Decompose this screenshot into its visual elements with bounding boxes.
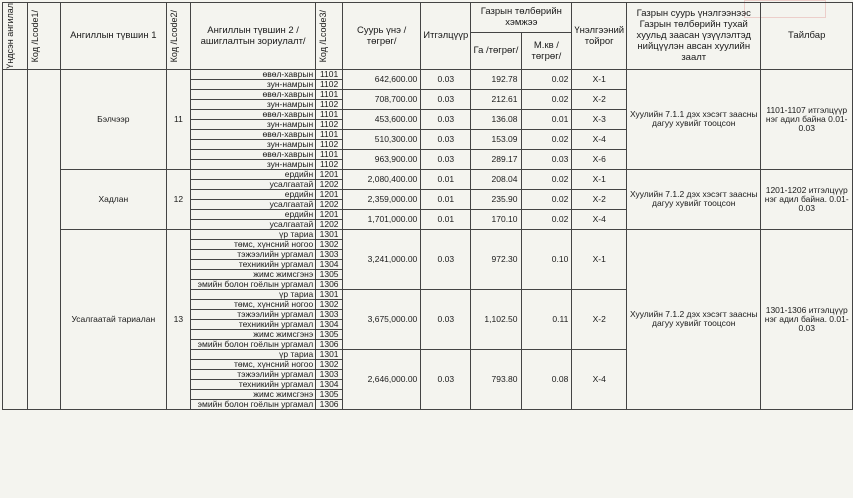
- coefficient: 0.03: [421, 229, 471, 289]
- level2-code: 1306: [316, 279, 343, 289]
- level2-code: 1101: [316, 69, 343, 79]
- coefficient: 0.03: [421, 109, 471, 129]
- level2-code: 1303: [316, 309, 343, 319]
- base-price: 2,359,000.00: [342, 189, 420, 209]
- level2-code: 1305: [316, 329, 343, 339]
- base-price: 708,700.00: [342, 89, 420, 109]
- remark: 1201-1202 итгэлцүүр нэг адил байна. 0.01-0.03: [761, 169, 853, 229]
- level2-name: өвөл-хаврын: [191, 129, 316, 139]
- level1-name: Бэлчээр: [60, 69, 166, 169]
- level2-name: ердийн: [191, 209, 316, 219]
- level2-name: эмийн болон гоёлын ургамал: [191, 339, 316, 349]
- level2-code: 1101: [316, 129, 343, 139]
- base-price: 1,701,000.00: [342, 209, 420, 229]
- level2-code: 1201: [316, 169, 343, 179]
- level2-name: өвөл-хаврын: [191, 109, 316, 119]
- fee-m2: 0.02: [521, 69, 572, 89]
- coefficient: 0.01: [421, 189, 471, 209]
- fee-m2: 0.02: [521, 89, 572, 109]
- base-price: 453,600.00: [342, 109, 420, 129]
- level2-code: 1303: [316, 249, 343, 259]
- table-row: [3, 169, 853, 179]
- level1-code: 13: [166, 229, 190, 409]
- fee-ha: 289.17: [471, 149, 521, 169]
- fee-ha: 212.61: [471, 89, 521, 109]
- header-fee: Газрын төлбөрийн хэмжээ: [471, 3, 572, 33]
- fee-ha: 170.10: [471, 209, 521, 229]
- level1-code: 11: [166, 69, 190, 169]
- fee-ha: 208.04: [471, 169, 521, 189]
- zone: Х-2: [572, 189, 627, 209]
- level2-code: 1303: [316, 369, 343, 379]
- header-level2: Ангиллын түвшин 2 /ашиглалтын зориулалт/: [191, 3, 316, 70]
- level2-name: зун-намрын: [191, 79, 316, 89]
- fee-m2: 0.08: [521, 349, 572, 409]
- level2-code: 1202: [316, 179, 343, 189]
- coefficient: 0.01: [421, 209, 471, 229]
- fee-ha: 1,102.50: [471, 289, 521, 349]
- base-price: 510,300.00: [342, 129, 420, 149]
- base-price: 642,600.00: [342, 69, 420, 89]
- fee-ha: 153.09: [471, 129, 521, 149]
- level2-name: жимс жимсгэнэ: [191, 389, 316, 399]
- level2-code: 1201: [316, 189, 343, 199]
- level2-name: усалгаатай: [191, 199, 316, 209]
- remark: 1301-1306 итгэлцүүр нэг адил байна. 0.01-0.03: [761, 229, 853, 409]
- fee-ha: 192.78: [471, 69, 521, 89]
- level2-code: 1302: [316, 239, 343, 249]
- coefficient: 0.03: [421, 149, 471, 169]
- zone: Х-4: [572, 129, 627, 149]
- level2-name: өвөл-хаврын: [191, 89, 316, 99]
- level2-code: 1302: [316, 299, 343, 309]
- fee-m2: 0.01: [521, 109, 572, 129]
- level2-name: зун-намрын: [191, 139, 316, 149]
- level2-name: үр тариа: [191, 289, 316, 299]
- level2-name: төмс, хүнсний ногоо: [191, 359, 316, 369]
- fee-m2: 0.02: [521, 209, 572, 229]
- zone: Х-1: [572, 169, 627, 189]
- header-coefficient: Итгэлцүүр: [421, 3, 471, 70]
- level2-name: үр тариа: [191, 349, 316, 359]
- zone: Х-6: [572, 149, 627, 169]
- fee-m2: 0.03: [521, 149, 572, 169]
- header-zone: Үнэлгээний тойрог: [572, 3, 627, 70]
- fee-m2: 0.02: [521, 129, 572, 149]
- zone: Х-4: [572, 209, 627, 229]
- level2-code: 1101: [316, 89, 343, 99]
- level2-code: 1101: [316, 149, 343, 159]
- level2-name: зун-намрын: [191, 159, 316, 169]
- law-reference: Хуулийн 7.1.2 дэх хэсэгт заасны дагуу хувийг тооцсон: [627, 229, 761, 409]
- level1-code: 12: [166, 169, 190, 229]
- zone: Х-1: [572, 229, 627, 289]
- level2-name: жимс жимсгэнэ: [191, 269, 316, 279]
- table-body: [3, 69, 853, 409]
- header-lcode1: Код /Lcode1/: [28, 3, 61, 70]
- level2-name: техникийн ургамал: [191, 259, 316, 269]
- header-base-price: Суурь үнэ /төгрөг/: [342, 3, 420, 70]
- fee-m2: 0.02: [521, 189, 572, 209]
- fee-m2: 0.10: [521, 229, 572, 289]
- header-main-class: Үндсэн ангилал: [3, 3, 28, 70]
- level2-name: төмс, хүнсний ногоо: [191, 299, 316, 309]
- fee-ha: 793.80: [471, 349, 521, 409]
- level2-name: тэжээлийн ургамал: [191, 249, 316, 259]
- fee-ha: 136.08: [471, 109, 521, 129]
- header-note: Тайлбар: [761, 3, 853, 70]
- base-price: 3,675,000.00: [342, 289, 420, 349]
- header-lcode2: Код /Lcode2/: [166, 3, 190, 70]
- level2-name: өвөл-хаврын: [191, 69, 316, 79]
- level2-name: усалгаатай: [191, 219, 316, 229]
- law-reference: Хуулийн 7.1.1 дэх хэсэгт заасны дагуу хувийг тооцсон: [627, 69, 761, 169]
- table-row: [3, 229, 853, 239]
- level2-code: 1202: [316, 219, 343, 229]
- level2-name: техникийн ургамал: [191, 319, 316, 329]
- level2-code: 1306: [316, 399, 343, 409]
- remark: 1101-1107 итгэлцүүр нэг адил байна 0.01-0.03: [761, 69, 853, 169]
- coefficient: 0.03: [421, 349, 471, 409]
- base-price: 3,241,000.00: [342, 229, 420, 289]
- fee-ha: 235.90: [471, 189, 521, 209]
- fee-ha: 972.30: [471, 229, 521, 289]
- level2-name: жимс жимсгэнэ: [191, 329, 316, 339]
- coefficient: 0.03: [421, 89, 471, 109]
- header-law: Газрын суурь үнэлгээнээс Газрын төлбөрийн тухай хуульд заасан үзүүлэлтэд нийцүүлэн авсан хуулийн заалт: [627, 3, 761, 70]
- level2-code: 1301: [316, 289, 343, 299]
- level2-name: техникийн ургамал: [191, 379, 316, 389]
- level2-name: тэжээлийн ургамал: [191, 369, 316, 379]
- coefficient: 0.03: [421, 129, 471, 149]
- zone: Х-2: [572, 89, 627, 109]
- level2-code: 1202: [316, 199, 343, 209]
- level2-code: 1102: [316, 119, 343, 129]
- base-price: 2,080,400.00: [342, 169, 420, 189]
- level2-code: 1102: [316, 139, 343, 149]
- level2-code: 1102: [316, 79, 343, 89]
- level2-name: ердийн: [191, 169, 316, 179]
- level2-code: 1306: [316, 339, 343, 349]
- main-class-cell: [3, 69, 28, 409]
- level2-code: 1102: [316, 159, 343, 169]
- header-level1: Ангиллын түвшин 1: [60, 3, 166, 70]
- zone: Х-2: [572, 289, 627, 349]
- level2-name: зун-намрын: [191, 119, 316, 129]
- lcode1-cell: [28, 69, 61, 409]
- level2-code: 1304: [316, 259, 343, 269]
- law-reference: Хуулийн 7.1.2 дэх хэсэгт заасны дагуу хувийг тооцсон: [627, 169, 761, 229]
- land-fee-table: [2, 2, 853, 410]
- level2-name: тэжээлийн ургамал: [191, 309, 316, 319]
- base-price: 2,646,000.00: [342, 349, 420, 409]
- level2-code: 1304: [316, 319, 343, 329]
- level2-name: өвөл-хаврын: [191, 149, 316, 159]
- level1-name: Хадлан: [60, 169, 166, 229]
- level2-code: 1301: [316, 229, 343, 239]
- table-row: [3, 69, 853, 79]
- level2-name: эмийн болон гоёлын ургамал: [191, 399, 316, 409]
- header-fee-ha: Га /төгрөг/: [471, 32, 521, 69]
- level2-code: 1101: [316, 109, 343, 119]
- level1-name: Усалгаатай тариалан: [60, 229, 166, 409]
- level2-code: 1102: [316, 99, 343, 109]
- fee-m2: 0.02: [521, 169, 572, 189]
- level2-code: 1201: [316, 209, 343, 219]
- coefficient: 0.01: [421, 169, 471, 189]
- level2-code: 1305: [316, 269, 343, 279]
- zone: Х-4: [572, 349, 627, 409]
- level2-name: ердийн: [191, 189, 316, 199]
- coefficient: 0.03: [421, 69, 471, 89]
- level2-name: усалгаатай: [191, 179, 316, 189]
- zone: Х-3: [572, 109, 627, 129]
- fee-m2: 0.11: [521, 289, 572, 349]
- header-lcode3: Код /Lcode3/: [316, 3, 343, 70]
- level2-name: зун-намрын: [191, 99, 316, 109]
- coefficient: 0.03: [421, 289, 471, 349]
- level2-code: 1302: [316, 359, 343, 369]
- level2-code: 1305: [316, 389, 343, 399]
- header-fee-m2: М.кв /төгрөг/: [521, 32, 572, 69]
- level2-code: 1301: [316, 349, 343, 359]
- zone: Х-1: [572, 69, 627, 89]
- base-price: 963,900.00: [342, 149, 420, 169]
- level2-name: төмс, хүнсний ногоо: [191, 239, 316, 249]
- level2-name: үр тариа: [191, 229, 316, 239]
- level2-name: эмийн болон гоёлын ургамал: [191, 279, 316, 289]
- level2-code: 1304: [316, 379, 343, 389]
